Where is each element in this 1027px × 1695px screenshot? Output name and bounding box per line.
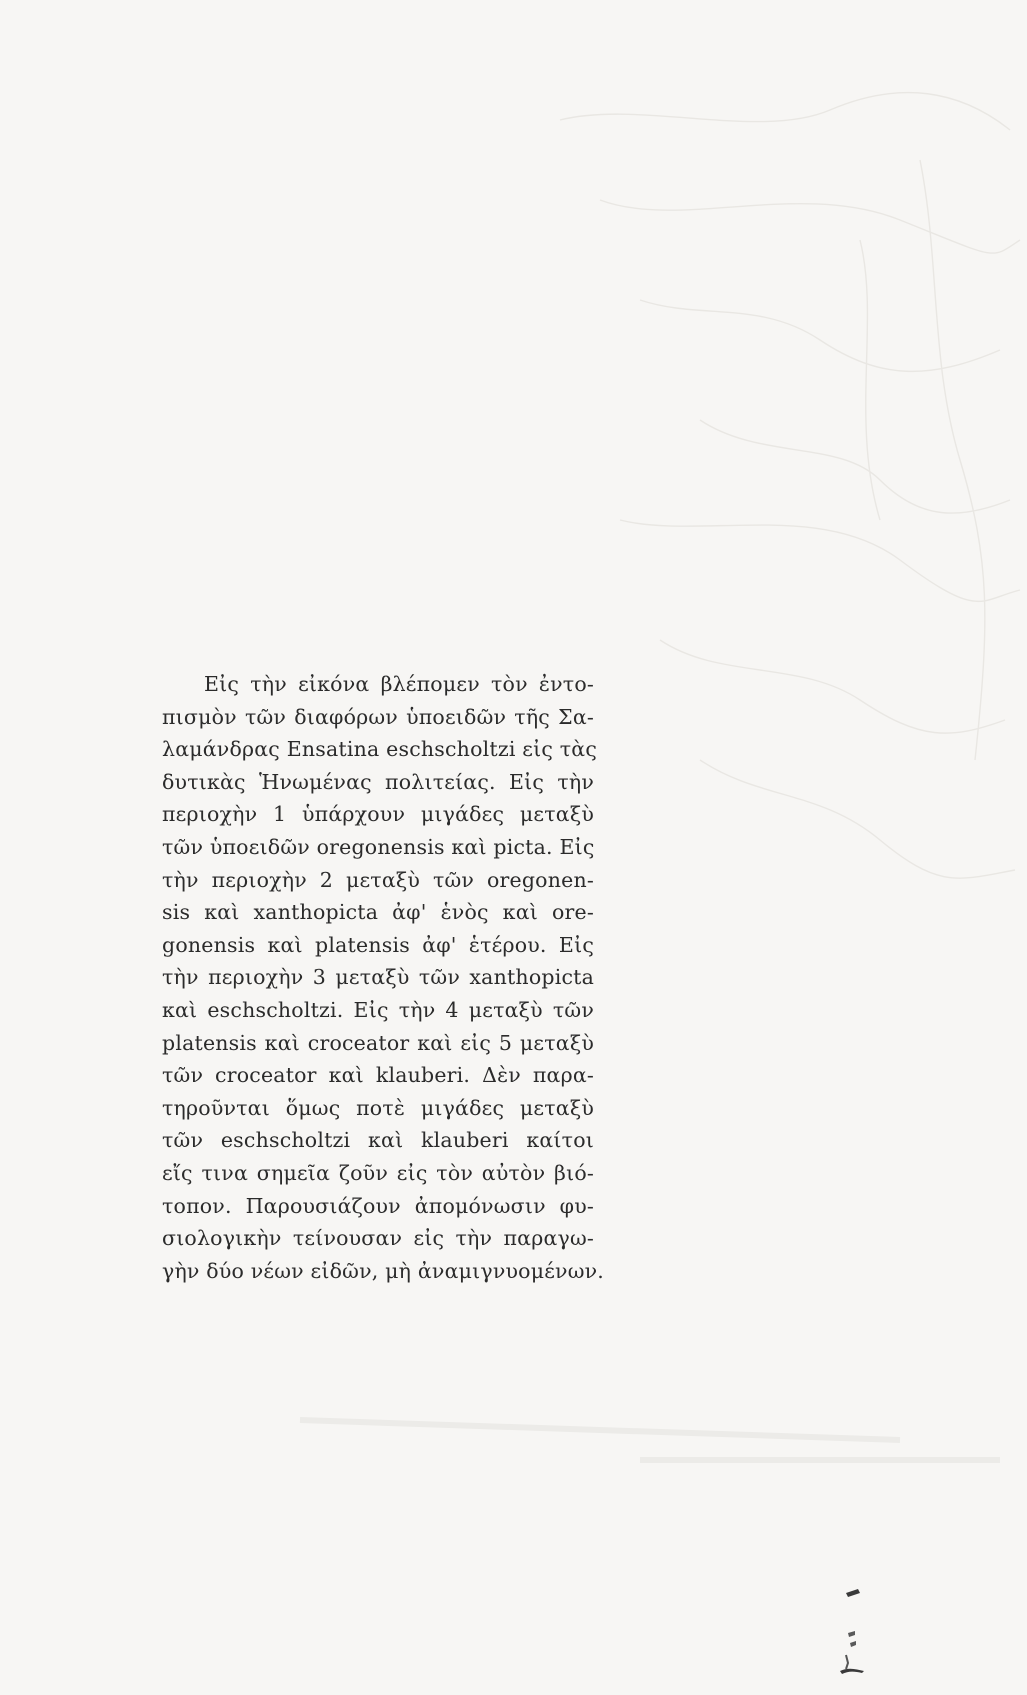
text-line: sis καὶ xanthopicta ἀφ' ἑνὸς καὶ ore-	[162, 900, 594, 925]
text-line: περιοχὴν 1 ὑπάρχουν μιγάδες μεταξὺ	[162, 802, 594, 827]
text-line: τὴν περιοχὴν 2 μεταξὺ τῶν oregonen-	[162, 867, 594, 892]
text-line: τοπον. Παρουσιάζουν ἀπομόνωσιν φυ-	[162, 1193, 594, 1218]
body-paragraph	[162, 668, 605, 1287]
text-line: καὶ eschscholtzi. Εἰς τὴν 4 μεταξὺ τῶν	[162, 997, 594, 1022]
text-line: gonensis καὶ platensis ἀφ' ἑτέρου. Εἰς	[162, 932, 594, 957]
text-line: σιολογικὴν τείνουσαν εἰς τὴν παραγω-	[162, 1226, 594, 1251]
text-line: τῶν croceator καὶ klauberi. Δὲν παρα-	[162, 1063, 594, 1088]
text-line: τῶν ὑποειδῶν oregonensis καὶ picta. Εἰς	[162, 834, 595, 859]
text-line: πισμὸν τῶν διαφόρων ὑποειδῶν τῆς Σα-	[162, 704, 594, 729]
text-line: δυτικὰς Ἡνωμένας πολιτείας. Εἰς τὴν	[162, 769, 594, 794]
text-line: Εἰς τὴν εἰκόνα βλέπομεν τὸν ἐντο-	[204, 672, 594, 696]
text-line: platensis καὶ croceator καὶ εἰς 5 μεταξὺ	[162, 1030, 594, 1055]
text-line: τῶν eschscholtzi καὶ klauberi καίτοι	[162, 1128, 594, 1153]
ink-specks	[828, 1585, 872, 1695]
text-line: γὴν δύο νέων εἰδῶν, μὴ ἀναμιγνυομένων.	[162, 1258, 605, 1283]
text-line: τὴν περιοχὴν 3 μεταξὺ τῶν xanthopicta	[162, 965, 594, 990]
text-line: εἴς τινα σημεῖα ζοῦν εἰς τὸν αὐτὸν βιό-	[162, 1160, 594, 1185]
text-line: λαμάνδρας Ensatina eschscholtzi εἰς τὰς	[162, 737, 598, 762]
text-line: τηροῦνται ὅμως ποτὲ μιγάδες μεταξὺ	[162, 1095, 594, 1120]
